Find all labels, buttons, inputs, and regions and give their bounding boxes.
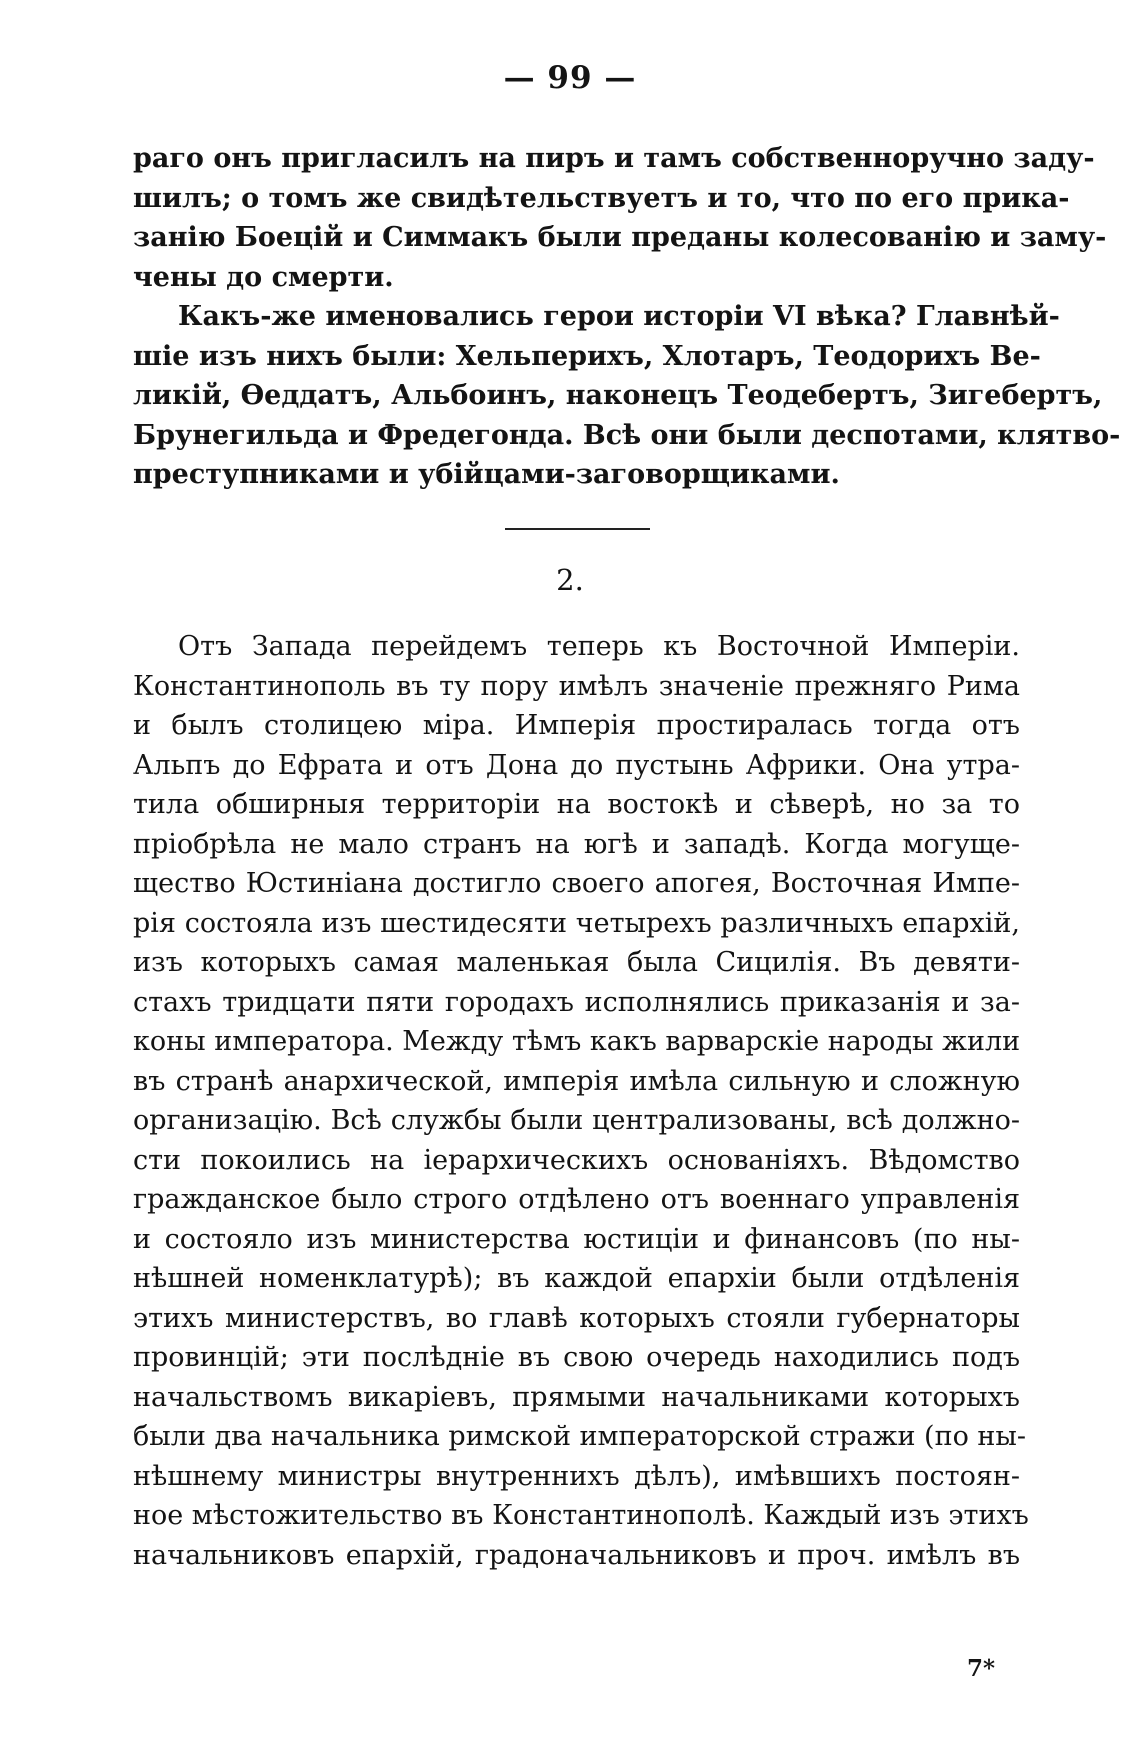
text-line: нѣшней номенклатурѣ); въ каждой епархіи были отдѣленія [133, 1263, 1020, 1294]
signature-mark: 7* [967, 1655, 996, 1682]
text-line: въ странѣ анархической, имперія имѣла сильную и сложную [133, 1065, 1020, 1097]
text-line: ное мѣстожительство въ Константинополѣ. Каждый изъ этихъ [133, 1500, 1029, 1531]
text-line: шіе изъ нихъ были: Хельперихъ, Хлотаръ, Теодорихъ Ве- [133, 340, 1041, 372]
text-line: организацію. Всѣ службы были централизованы, всѣ должно- [133, 1105, 1020, 1136]
text-line: и состояло изъ министерства юстиціи и финансовъ (по ны- [133, 1223, 1020, 1255]
paragraph-3 [133, 627, 1029, 1575]
text-line: Отъ Запада перейдемъ теперь къ Восточной Имперіи. [178, 631, 1020, 662]
paragraph-2 [133, 297, 1121, 495]
text-line: этихъ министерствъ, во главѣ которыхъ стояли губернаторы [133, 1302, 1020, 1334]
section-divider [505, 528, 650, 530]
text-line: тила обширныя территоріи на востокѣ и сѣверѣ, но за то [133, 789, 1020, 820]
text-line: занію Боецій и Симмакъ были преданы колесованію и заму- [133, 222, 1107, 253]
text-line: гражданское было строго отдѣлено отъ военнаго управленія [133, 1184, 1020, 1215]
text-line: шилъ; о томъ же свидѣтельствуетъ и то, что по его прика- [133, 182, 1070, 214]
text-line: Альпъ до Ефрата и отъ Дона до пустынь Африки. Она утра- [133, 749, 1020, 781]
text-line: начальствомъ викаріевъ, прямыми начальниками которыхъ [133, 1381, 1020, 1413]
text-line: коны императора. Между тѣмъ какъ варварскіе народы жили [133, 1026, 1021, 1057]
text-line: Какъ-же именовались герои исторіи VI вѣка? Главнѣй- [178, 301, 1060, 332]
text-line: сти покоились на іерархическихъ основаніяхъ. Вѣдомство [133, 1144, 1020, 1176]
text-line: чены до смерти. [133, 261, 394, 293]
text-line: рія состояла изъ шестидесяти четырехъ различныхъ епархій, [133, 907, 1020, 939]
text-line: Брунегильда и Фредегонда. Всѣ они были деспотами, клятво- [133, 419, 1121, 451]
text-line: были два начальника римской императорской стражи (по ны- [133, 1421, 1027, 1452]
text-line: нѣшнему министры внутреннихъ дѣлъ), имѣвшихъ постоян- [133, 1460, 1020, 1492]
text-line: пріобрѣла не мало странъ на югѣ и западѣ. Когда могуще- [133, 828, 1020, 860]
text-line: и былъ столицею міра. Имперія простиралась тогда отъ [133, 710, 1020, 741]
text-line: провинцій; эти послѣдніе въ свою очередь находились подъ [133, 1342, 1020, 1373]
section-number: 2. [556, 563, 584, 597]
paragraph-1 [133, 139, 1107, 297]
text-line: Константинополь въ ту пору имѣлъ значеніе прежняго Рима [133, 670, 1020, 702]
text-line: изъ которыхъ самая маленькая была Сицилія. Въ девяти- [133, 947, 1020, 978]
text-line: преступниками и убійцами-заговорщиками. [133, 459, 840, 490]
text-line: щество Юстиніана достигло своего апогея, Восточная Импе- [133, 868, 1020, 899]
page-number: — 99 — [503, 60, 637, 96]
text-line: начальниковъ епархій, градоначальниковъ и проч. имѣлъ въ [133, 1539, 1020, 1571]
text-line: стахъ тридцати пяти городахъ исполнялись приказанія и за- [133, 986, 1020, 1018]
text-line: ликій, Өеддатъ, Альбоинъ, наконецъ Теодебертъ, Зигебертъ, [133, 380, 1103, 411]
text-line: раго онъ пригласилъ на пиръ и тамъ собственноручно заду- [133, 143, 1095, 174]
